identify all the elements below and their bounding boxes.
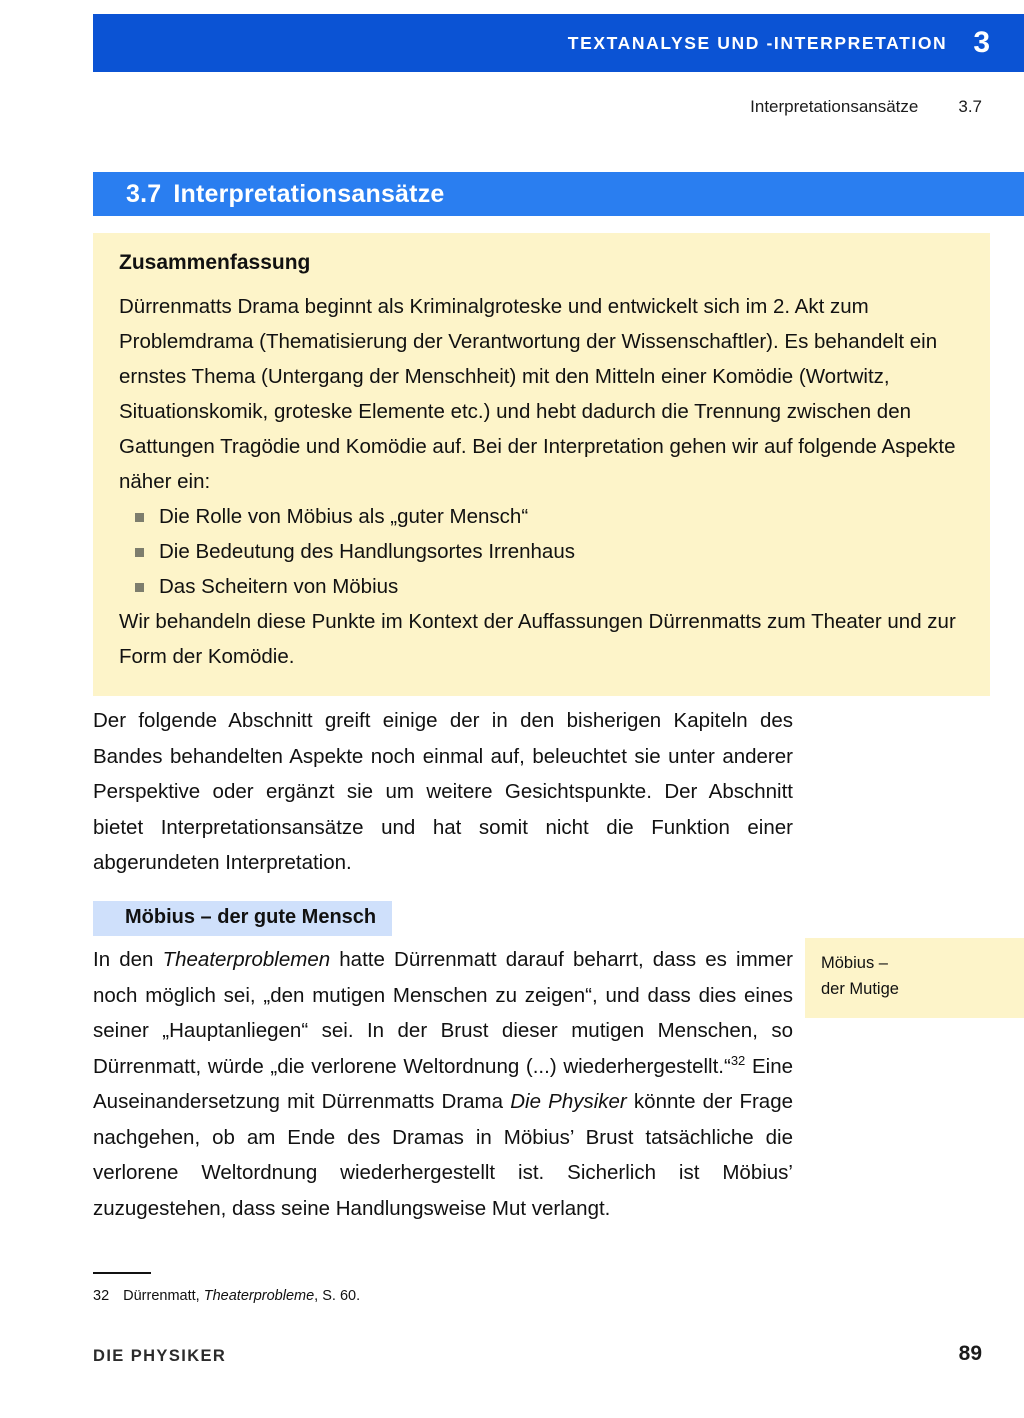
footnote-text-after: , S. 60. [314, 1288, 361, 1304]
running-header-content [568, 14, 1024, 72]
margin-note-line-1: Möbius – [821, 954, 888, 972]
summary-bullet-list [93, 499, 990, 604]
summary-box [93, 233, 990, 696]
section-title-band [93, 172, 1024, 216]
footnote-text-before: Dürrenmatt, [123, 1288, 204, 1304]
list-item [119, 499, 964, 534]
margin-note [805, 938, 1024, 1018]
para2-part4: könnte der Frage nachgehen, ob am Ende des Dramas in Möbius’ Brust tatsächliche die verlorene Weltordnung wiederhergestellt ist. Sicherlich ist Möbius’ zuzugestehen, dass seine Handlungsweise Mut verlangt. [93, 1090, 794, 1220]
list-item [119, 534, 964, 569]
footnote-text [123, 1288, 360, 1304]
square-bullet-icon [135, 548, 144, 557]
subsection-heading-chip [93, 901, 392, 936]
running-subheader-label: Interpretationsansätze [750, 97, 919, 116]
para2-part2: hatte Dürrenmatt darauf beharrt, dass es immer noch möglich sei, „den mutigen Menschen zu zeigen“, und dass dies eines seiner „Hauptanliegen“ sei. In der Brust dieser mutigen Menschen, so Dürrenmatt, würde „die verlorene Weltordnung (...) wiederhergestellt.“ [93, 948, 793, 1078]
para2-part3: Eine Auseinandersetzung mit Dürrenmatts Drama [93, 1054, 793, 1113]
para2-part1: In den [93, 948, 163, 971]
list-item-label: Das Scheitern von Möbius [159, 575, 399, 598]
running-subheader [750, 97, 982, 117]
list-item-label: Die Bedeutung des Handlungsortes Irrenhaus [159, 540, 575, 563]
body-paragraph-2 [93, 942, 793, 1226]
body-block-1 [93, 703, 793, 881]
summary-paragraph: Dürrenmatts Drama beginnt als Kriminalgroteske und entwickelt sich im 2. Akt zum Problemdrama (Thematisierung der Verantwortung der Wissenschaftler). Es behandelt ein ernstes Thema (Untergang der Menschheit) mit den Mitteln einer Komödie (Wortwitz, Situationskomik, groteske Elemente etc.) und hebt dadurch die Trennung zwischen den Gattungen Tragödie und Komödie auf. Bei der Interpretation gehen wir auf folgende Aspekte näher ein: [119, 295, 956, 493]
para2-italic-die-physiker: Die Physiker [510, 1090, 627, 1113]
list-item [119, 569, 964, 604]
footnote [93, 1288, 360, 1304]
running-header-title: TEXTANALYSE UND -INTERPRETATION [567, 32, 948, 53]
running-subheader-number: 3.7 [958, 97, 982, 116]
margin-note-line-2: der Mutige [821, 980, 899, 998]
summary-heading: Zusammenfassung [119, 251, 311, 274]
running-header-bar [93, 14, 1024, 72]
para2-italic-theaterproblemen: Theaterproblemen [162, 948, 331, 971]
square-bullet-icon [135, 583, 144, 592]
footnote-number: 32 [93, 1288, 110, 1304]
section-title [93, 180, 445, 209]
footer-page-number: 89 [958, 1342, 982, 1365]
running-header-chapter-number: 3 [973, 26, 990, 59]
square-bullet-icon [135, 513, 144, 522]
section-number: 3.7 [126, 179, 162, 208]
summary-closing-paragraph: Wir behandeln diese Punkte im Kontext der Auffassungen Dürrenmatts zum Theater und zur Form der Komödie. [119, 610, 956, 668]
subsection-heading-label: Möbius – der gute Mensch [125, 906, 377, 928]
section-title-text: Interpretationsansätze [173, 179, 445, 208]
footnote-reference[interactable]: 32 [730, 1052, 746, 1068]
footnote-separator [93, 1272, 151, 1274]
list-item-label: Die Rolle von Möbius als „guter Mensch“ [159, 505, 529, 528]
body-paragraph-1: Der folgende Abschnitt greift einige der in den bisherigen Kapiteln des Bandes behandelten Aspekte noch einmal auf, beleuchtet sie unter anderer Perspektive oder ergänzt sie um weitere Gesichtspunkte. Der Abschnitt bietet Interpretationsansätze und hat somit nicht die Funktion einer abgerundeten Interpretation. [93, 709, 793, 874]
footer-book-title: DIE PHYSIKER [93, 1347, 227, 1365]
footnote-text-italic: Theaterprobleme [203, 1288, 315, 1304]
body-block-2 [93, 942, 793, 1226]
